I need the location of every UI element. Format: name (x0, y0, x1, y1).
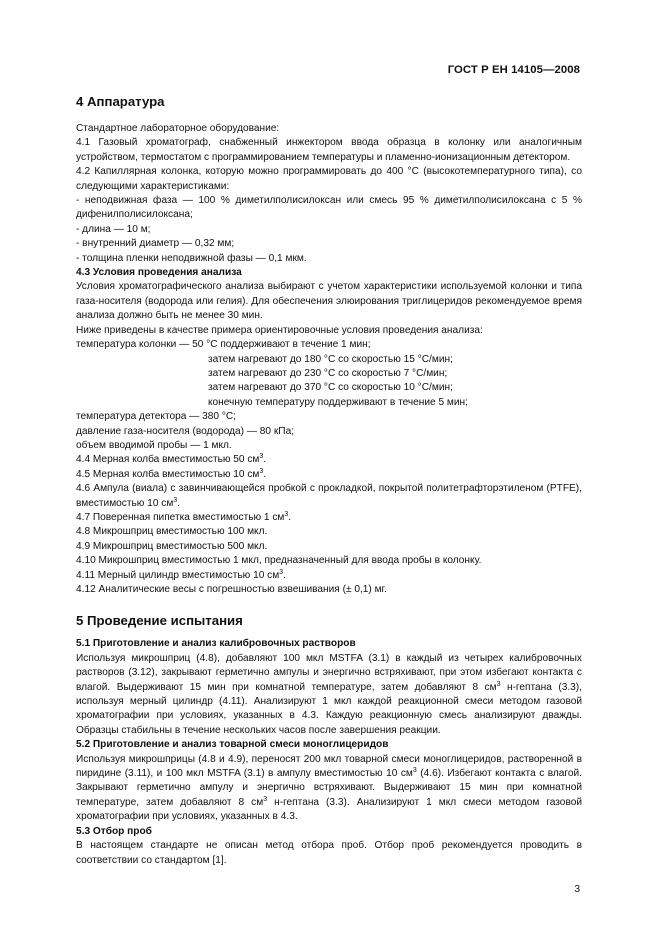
subsection-5-2-heading: 5.2 Приготовление и анализ товарной смеси моноглицеридов (76, 739, 389, 751)
standard-code: ГОСТ Р ЕН 14105—2008 (447, 64, 580, 76)
item-4-6: 4.6 Ампула (виала) с завинчивающейся пробкой с прокладкой, покрытой политетрафторэтиленом (PTFE), вместимостью 10 $см^3$. (76, 483, 582, 509)
paragraph-4-3-b: Ниже приведены в качестве примера ориентировочные условия проведения анализа: (76, 324, 483, 336)
bullet-film-thickness: - толщина пленки неподвижной фазы — 0,1 мкм. (76, 252, 307, 264)
item-4-8: 4.8 Микрошприц вместимостью 100 мкл. (76, 526, 268, 538)
carrier-gas-pressure: давление газа-носителя (водорода) — 80 кПа; (76, 425, 295, 437)
subsection-4-3-heading: 4.3 Условия проведения анализа (76, 267, 242, 279)
detector-temperature: температура детектора — 380 °С; (76, 411, 236, 423)
heating-step-2: затем нагревают до 230 °С со скоростью 7 °С/мин; (208, 367, 448, 379)
page-number: 3 (574, 884, 580, 895)
paragraph-4-3-a: Условия хроматографического анализа выбирают с учетом характеристики используемой колонки и типа газа-носителя (водорода или гелия). Для обеспечения элюирования триглицеридов рекомендуемое время анализа должно быть не менее 30 мин. (76, 281, 582, 322)
item-4-7: 4.7 Поверенная пипетка вместимостью 1 $см^3$. (76, 510, 292, 523)
item-4-11: 4.11 Мерный цилиндр вместимостью 10 $см^3$. (76, 568, 286, 581)
item-4-12: 4.12 Аналитические весы с погрешностью взвешивания (± 0,1) мг. (76, 584, 387, 595)
column-temperature: температура колонки — 50 °С поддерживают в течение 1 мин; (76, 339, 371, 351)
paragraph-4-1: 4.1 Газовый хроматограф, снабженный инжектором ввода образца в колонку или аналогичным устройством, термостатом с программированием температуры и пламенно-ионизационным детектором. (76, 137, 582, 163)
item-4-5: 4.5 Мерная колба вместимостью 10 $см^3$. (76, 467, 267, 480)
heating-step-3: затем нагревают до 370 °С со скоростью 10 °С/мин; (208, 382, 453, 394)
intro-text: Стандартное лабораторное оборудование: (76, 123, 280, 134)
bullet-stationary-phase: - неподвижная фаза — 100 % диметилполисилоксан или смесь 95 % диметилполисилоксана с 5 % дифенилполисилоксана; (76, 195, 582, 221)
bullet-diameter: - внутренний диаметр — 0,32 мм; (76, 238, 235, 250)
paragraph-5-3: В настоящем стандарте не описан метод отбора проб. Отбор проб рекомендуется проводить в соответствии со стандартом [1]. (76, 840, 582, 866)
subsection-5-3-heading: 5.3 Отбор проб (76, 825, 152, 837)
paragraph-5-1: Используя микрошприц (4.8), добавляют 100 мкл MSTFA (3.1) в каждый из четырех калибровочных растворов (3.12), закрывают герметично ампулы и энергично встряхивают, при этом избегают контакта с влагой. Выдерживают 15 мин при комнатной температуре, затем добавляют 8 $см^3$ н-гептана (3.3), используя мерный цилиндр (4.11). Анализируют 1 мкл каждой реакционной смеси методом газовой хроматографии при условиях, указанных в 4.3. Каждую реакционную смесь анализируют дважды. Образцы стабильны в течение нескольких часов после завершения реакции. (76, 652, 582, 736)
bullet-length: - длина — 10 м; (76, 223, 151, 235)
page-content (76, 94, 582, 868)
section-4-heading: 4 Аппаратура (76, 94, 165, 109)
section-5-heading: 5 Проведение испытания (76, 613, 243, 629)
item-4-10: 4.10 Микрошприц вместимостью 1 мкл, предназначенный для ввода пробы в колонку. (76, 555, 482, 567)
heating-step-1: затем нагревают до 180 °С со скоростью 15 °С/мин; (208, 353, 453, 365)
final-hold: конечную температуру поддерживают в течение 5 мин; (208, 396, 468, 408)
item-4-4: 4.4 Мерная колба вместимостью 50 $см^3$. (76, 453, 267, 466)
subsection-5-1-heading: 5.1 Приготовление и анализ калибровочных растворов (76, 638, 356, 650)
intro-paragraph (76, 122, 582, 136)
paragraph-4-2: 4.2 Капиллярная колонка, которую можно программировать до 400 °С (высокотемпературного типа), со следующими характеристиками: (76, 166, 582, 192)
item-4-9: 4.9 Микрошприц вместимостью 500 мкл. (76, 540, 268, 552)
injection-volume: объем вводимой пробы — 1 мкл. (76, 439, 232, 451)
paragraph-5-2: Используя микрошприцы (4.8 и 4.9), переносят 200 мкл товарной смеси моноглицеридов, растворенной в пиридине (3.11), и 100 мкл MSTFA (3.1) в ампулу вместимостью 10 $см^3$ (4.6). Избегают контакта с влагой. Закрывают герметично ампулу и энергично встряхивают. Выдерживают 15 мин при комнатной температуре, затем добавляют 8 $см^3$ н-гептана (3.3). Анализируют 1 мкл смеси методом газовой хроматографии при условиях, указанных в 4.3. (76, 753, 582, 823)
